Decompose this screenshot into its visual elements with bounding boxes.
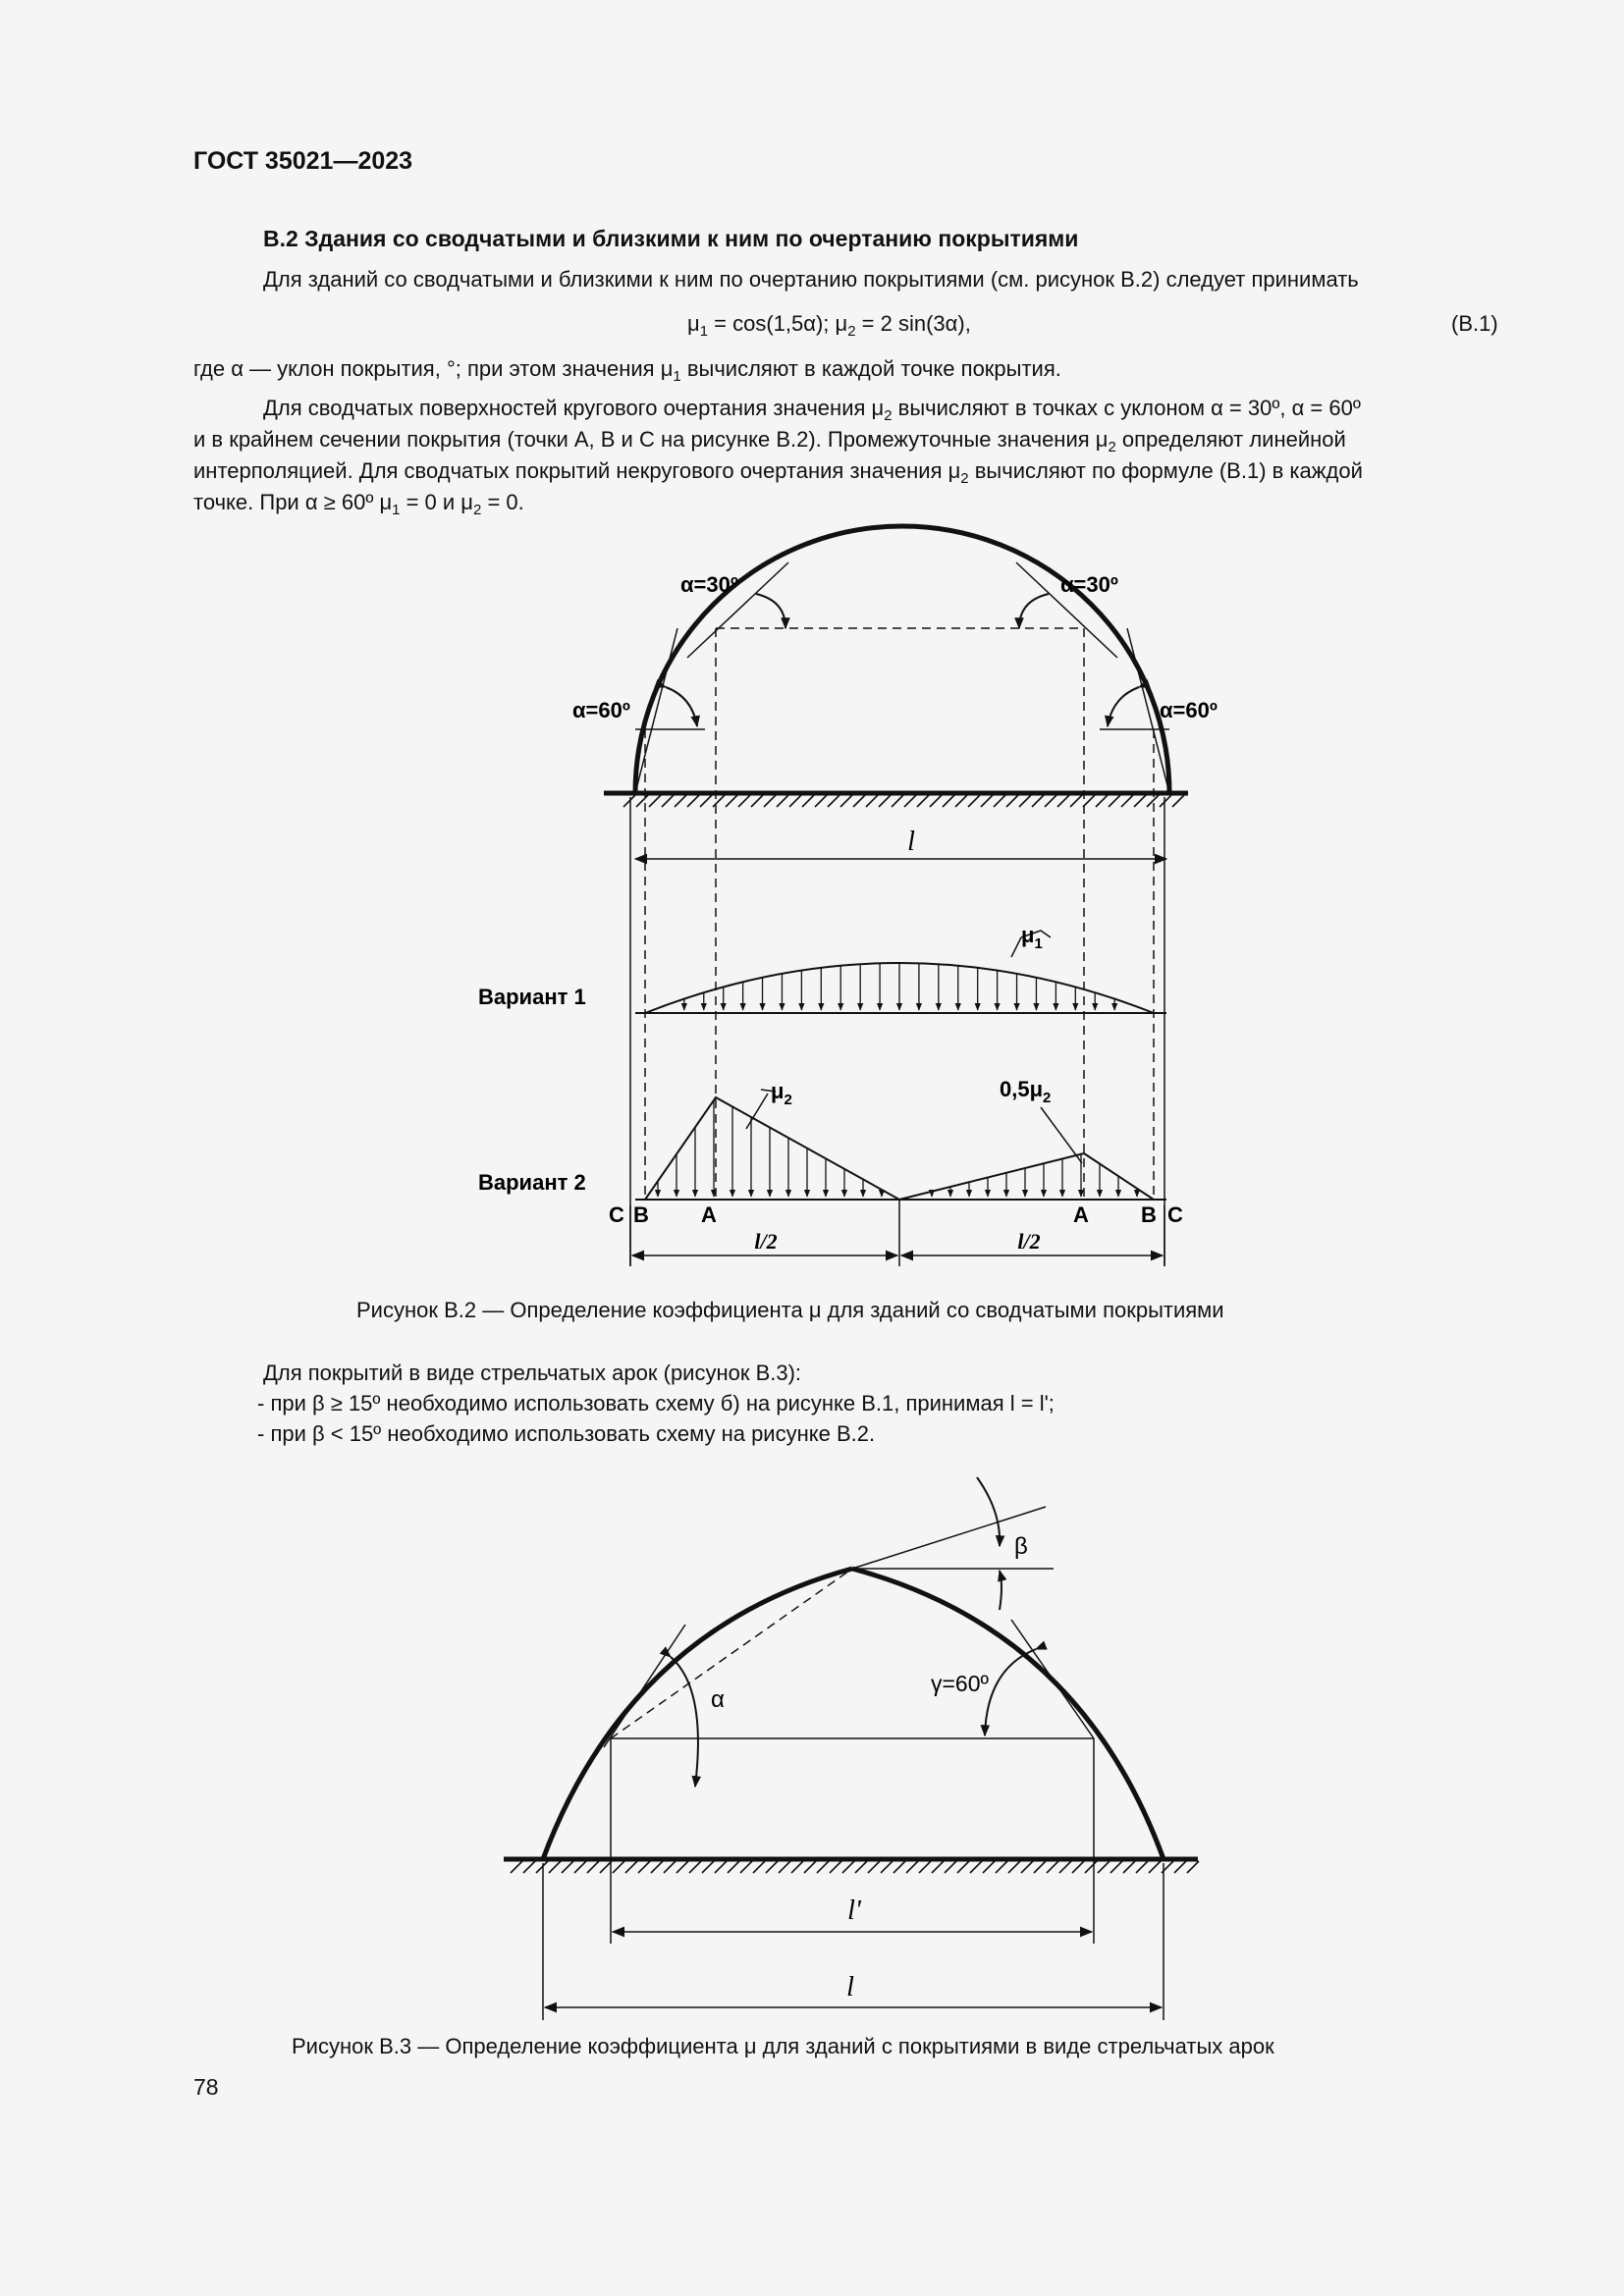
hatch-mark: [1136, 1861, 1148, 1873]
hatch-mark: [893, 1861, 905, 1873]
mu2-label: $\mu_2$: [771, 1079, 792, 1108]
hatch-mark: [1057, 795, 1069, 807]
hatch-mark: [536, 1861, 548, 1873]
hatch-mark: [1098, 1861, 1110, 1873]
hatch-mark: [549, 1861, 561, 1873]
page-number: 78: [193, 2074, 219, 2100]
hatch-mark: [753, 1861, 765, 1873]
lancet-intro: Для покрытий в виде стрельчатых арок (рисунок В.3):: [263, 1361, 802, 1385]
variant2-label: Вариант 2: [478, 1170, 586, 1195]
hatch-mark: [1134, 795, 1146, 807]
hatch-mark: [1172, 795, 1184, 807]
hatch-mark: [789, 795, 801, 807]
hatch-mark: [996, 1861, 1007, 1873]
hatch-mark: [511, 1861, 522, 1873]
hatch-mark: [700, 795, 712, 807]
mu1-leader: [1011, 937, 1021, 957]
hatch-mark: [1034, 1861, 1046, 1873]
beta-label: β: [1014, 1533, 1028, 1560]
hatch-mark: [842, 1861, 854, 1873]
hatch-mark: [943, 795, 954, 807]
hatch-mark: [1085, 1861, 1097, 1873]
hatch-mark: [1008, 1861, 1020, 1873]
point-b-right: B: [1141, 1202, 1157, 1227]
hatch-mark: [662, 795, 674, 807]
half-mu2-diagram: [899, 1153, 1154, 1200]
hatch-mark: [766, 1861, 778, 1873]
paragraph-where: где α — уклон покрытия, °; при этом значения $\mu_1$ вычисляют в каждой точке покрытия.: [193, 356, 1061, 385]
hatch-mark: [1072, 1861, 1084, 1873]
paragraph-line-2: и в крайнем сечении покрытия (точки А, В и С на рисунке В.2). Промежуточные значения $\mu_2$ определяют линейной: [193, 427, 1346, 455]
section-title: В.2 Здания со сводчатыми и близкими к ним по очертанию покрытиями: [263, 226, 1079, 251]
inner-span-label: l': [847, 1896, 861, 1926]
hatch-mark: [625, 1861, 637, 1873]
hatch-mark: [675, 795, 686, 807]
angle-arc-60-left: [666, 687, 697, 726]
tangent-60-left: [635, 628, 677, 793]
hatch-mark: [970, 1861, 982, 1873]
hatch-mark: [1019, 795, 1031, 807]
formula-b1: $\mu_1 = \cos(1,5\alpha)$; $\mu_2 = 2$ sin(3α),: [687, 311, 971, 340]
half-mu2-leader: [1041, 1107, 1082, 1163]
hatch-mark: [689, 1861, 701, 1873]
paragraph-line-4: точке. При α ≥ 60º $\mu_1 = 0$ и $\mu_2 = 0$.: [193, 490, 524, 518]
hatch-mark: [1032, 795, 1044, 807]
point-a-right: A: [1073, 1202, 1089, 1227]
hatch-mark: [587, 1861, 599, 1873]
lancet-item-2: - при β < 15º необходимо использовать схему на рисунке В.2.: [257, 1421, 876, 1446]
hatch-mark: [715, 1861, 727, 1873]
mu2-diagram: [645, 1097, 899, 1200]
hatch-mark: [740, 1861, 752, 1873]
hatch-mark: [777, 795, 788, 807]
hatch-mark: [523, 1861, 535, 1873]
hatch-mark: [728, 1861, 739, 1873]
alpha-label: α: [711, 1686, 725, 1713]
hatch-mark: [994, 795, 1005, 807]
hatch-mark: [904, 795, 916, 807]
lancet-item-1: - при β ≥ 15º необходимо использовать схему б) на рисунке В.1, принимая l = l';: [257, 1391, 1055, 1415]
hatch-mark: [1160, 795, 1171, 807]
hatch-mark: [1149, 1861, 1161, 1873]
beta-arc: [977, 1477, 1000, 1546]
hatch-mark: [1047, 1861, 1058, 1873]
hatch-mark: [1006, 795, 1018, 807]
hatch-mark: [981, 795, 993, 807]
alpha-arc: [671, 1657, 698, 1787]
hatch-mark: [791, 1861, 803, 1873]
hatch-mark: [713, 795, 725, 807]
hatch-mark: [636, 795, 648, 807]
lancet-arch-right: [852, 1569, 1164, 1859]
half-span-left-label: l/2: [754, 1229, 778, 1254]
point-a-left: A: [701, 1202, 717, 1227]
hatch-mark: [600, 1861, 612, 1873]
hatch-mark: [892, 795, 903, 807]
gamma-arc: [985, 1649, 1036, 1735]
hatch-mark: [983, 1861, 995, 1873]
outer-span-label: l: [846, 1972, 854, 2002]
hatch-mark: [726, 795, 737, 807]
hatch-mark: [932, 1861, 944, 1873]
hatch-mark: [955, 795, 967, 807]
figure-b3-caption: Рисунок В.3 — Определение коэффициента μ для зданий с покрытиями в виде стрельчатых арок: [292, 2034, 1274, 2058]
variant1-label: Вариант 1: [478, 985, 586, 1009]
formula-number: (В.1): [1451, 311, 1498, 336]
paragraph-line-1: Для сводчатых поверхностей кругового очертания значения $\mu_2$ вычисляют в точках с уклоном α = 30º, α = 60º: [263, 396, 1361, 424]
hatch-mark: [677, 1861, 688, 1873]
angle-arc-30-left: [756, 594, 785, 628]
alpha60-left-label: α=60º: [572, 698, 630, 722]
half-span-right-label: l/2: [1017, 1229, 1041, 1254]
hatch-mark: [1174, 1861, 1186, 1873]
hatch-mark: [562, 1861, 573, 1873]
hatch-mark: [1045, 795, 1056, 807]
angle-arc-30-right: [1019, 594, 1049, 628]
alpha30-right-label: α=30º: [1060, 572, 1118, 597]
hatch-mark: [804, 1861, 816, 1873]
hatch-mark: [702, 1861, 714, 1873]
alpha30-left-label: α=30º: [680, 572, 738, 597]
hatch-mark: [1121, 795, 1133, 807]
hatch-mark: [1110, 1861, 1122, 1873]
hatch-mark: [866, 795, 878, 807]
point-c-left: C: [609, 1202, 624, 1227]
figure-b2-caption: Рисунок В.2 — Определение коэффициента μ для зданий со сводчатыми покрытиями: [356, 1298, 1224, 1322]
hatch-mark: [687, 795, 699, 807]
hatch-mark: [817, 1861, 829, 1873]
hatch-mark: [828, 795, 839, 807]
chord-dashed: [611, 1569, 852, 1738]
hatch-mark: [968, 795, 980, 807]
hatch-mark: [574, 1861, 586, 1873]
hatch-mark: [1109, 795, 1120, 807]
hatch-mark: [1123, 1861, 1135, 1873]
hatch-mark: [613, 1861, 624, 1873]
alpha60-right-label: α=60º: [1160, 698, 1218, 722]
hatch-mark: [649, 795, 661, 807]
half-mu2-label: $0,5\mu_2$: [1000, 1077, 1052, 1106]
gamma-label: γ=60º: [931, 1671, 989, 1696]
hatch-mark: [764, 795, 776, 807]
point-b-left: B: [633, 1202, 649, 1227]
tangent-left: [604, 1625, 685, 1747]
hatch-mark: [651, 1861, 663, 1873]
paragraph-intro: Для зданий со сводчатыми и близкими к ним по очертанию покрытиями (см. рисунок В.2) следует принимать: [263, 267, 1359, 292]
hatch-mark: [917, 795, 929, 807]
hatch-mark: [879, 795, 891, 807]
lancet-arch-left: [543, 1569, 852, 1859]
hatch-mark: [1021, 1861, 1033, 1873]
mu1-label: $\mu_1$: [1021, 923, 1043, 952]
hatch-mark: [1070, 795, 1082, 807]
hatch-mark: [830, 1861, 841, 1873]
hatch-mark: [855, 1861, 867, 1873]
ground-hatching: [623, 795, 1184, 807]
hatch-mark: [802, 795, 814, 807]
paragraph-line-3: интерполяцией. Для сводчатых покрытий некругового очертания значения $\mu_2$ вычисляют по формуле (В.1) в каждой: [193, 458, 1363, 487]
hatch-mark: [638, 1861, 650, 1873]
hatch-mark: [1083, 795, 1095, 807]
hatch-mark: [1096, 795, 1108, 807]
tangent-right: [1011, 1620, 1094, 1738]
hatch-mark: [1187, 1861, 1199, 1873]
hatch-mark: [919, 1861, 931, 1873]
hatch-mark: [945, 1861, 956, 1873]
hatch-mark: [779, 1861, 790, 1873]
ground-hatching-b3: [511, 1861, 1199, 1873]
hatch-mark: [853, 795, 865, 807]
span-label: l: [907, 827, 915, 857]
mu1-load-arrows: [684, 963, 1114, 1010]
hatch-mark: [930, 795, 942, 807]
hatch-mark: [906, 1861, 918, 1873]
hatch-mark: [664, 1861, 676, 1873]
angle-arc-60-right: [1108, 687, 1139, 726]
document-header: ГОСТ 35021—2023: [193, 147, 413, 175]
hatch-mark: [1147, 795, 1159, 807]
mu2-load-arrows: [658, 1100, 1137, 1197]
hatch-mark: [623, 795, 635, 807]
point-c-right: C: [1167, 1202, 1183, 1227]
hatch-mark: [840, 795, 852, 807]
hatch-mark: [815, 795, 827, 807]
hatch-mark: [751, 795, 763, 807]
hatch-mark: [738, 795, 750, 807]
hatch-mark: [957, 1861, 969, 1873]
hatch-mark: [881, 1861, 893, 1873]
hatch-mark: [868, 1861, 880, 1873]
hatch-mark: [1059, 1861, 1071, 1873]
